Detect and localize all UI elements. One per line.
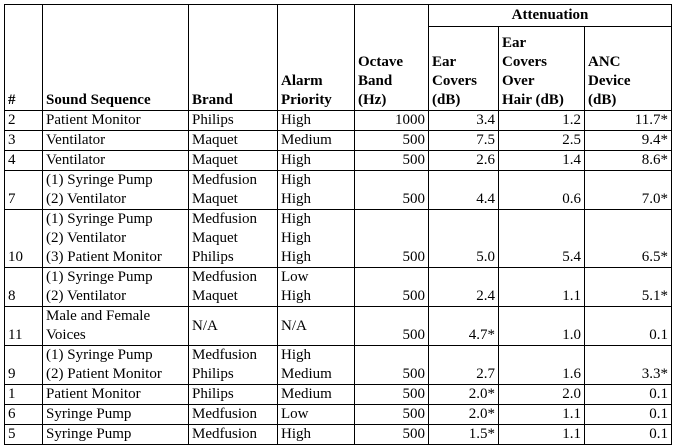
cell-octave-band: 500 xyxy=(355,210,429,268)
cell-sound-sequence-line: Ventilator xyxy=(46,152,106,168)
cell-brand xyxy=(189,151,278,171)
cell-alarm-priority-line: High xyxy=(281,249,311,265)
cell-brand-line: Maquet xyxy=(192,230,238,246)
table-row xyxy=(5,131,672,151)
cell-octave-band: 500 xyxy=(355,268,429,307)
cell-ear-covers: 5.0 xyxy=(429,210,499,268)
cell-sound-sequence-line: Male and Female xyxy=(46,308,151,324)
cell-anc-device: 7.0* xyxy=(585,171,672,210)
cell-alarm-priority xyxy=(278,210,355,268)
cell-sound-sequence-line: Syringe Pump xyxy=(46,426,132,442)
cell-alarm-priority xyxy=(278,385,355,405)
cell-ear-covers: 2.7 xyxy=(429,346,499,385)
cell-sound-sequence xyxy=(43,268,189,307)
cell-num: 5 xyxy=(5,425,43,445)
cell-octave-band: 1000 xyxy=(355,111,429,131)
cell-anc-device: 0.1 xyxy=(585,405,672,425)
cell-num: 7 xyxy=(5,171,43,210)
cell-num: 6 xyxy=(5,405,43,425)
header-anc-device: ANC Device (dB) xyxy=(585,27,672,111)
cell-octave-band: 500 xyxy=(355,131,429,151)
cell-octave-band: 500 xyxy=(355,385,429,405)
cell-ear-covers-over-hair: 0.6 xyxy=(499,171,585,210)
cell-alarm-priority-line: N/A xyxy=(281,317,307,334)
cell-brand-line: Medfusion xyxy=(192,426,257,442)
cell-alarm-priority-line: Medium xyxy=(281,366,332,382)
cell-sound-sequence xyxy=(43,131,189,151)
cell-brand-line: Medfusion xyxy=(192,211,257,227)
cell-num: 2 xyxy=(5,111,43,131)
header-attenuation-group: Attenuation xyxy=(429,5,672,27)
cell-alarm-priority xyxy=(278,307,355,346)
cell-alarm-priority-line: High xyxy=(281,230,311,246)
cell-sound-sequence-line: (1) Syringe Pump xyxy=(46,211,153,227)
cell-num: 4 xyxy=(5,151,43,171)
cell-brand-line: Philips xyxy=(192,366,234,382)
cell-ear-covers: 2.6 xyxy=(429,151,499,171)
cell-brand-line: Medfusion xyxy=(192,347,257,363)
table-body xyxy=(5,111,672,445)
header-sound-sequence: Sound Sequence xyxy=(43,5,189,111)
cell-brand-line: Maquet xyxy=(192,132,238,148)
cell-anc-device: 0.1 xyxy=(585,385,672,405)
header-octave-band: Octave Band (Hz) xyxy=(355,5,429,111)
cell-alarm-priority xyxy=(278,131,355,151)
cell-brand xyxy=(189,385,278,405)
cell-brand-line: Medfusion xyxy=(192,406,257,422)
cell-alarm-priority-line: High xyxy=(281,426,311,442)
table-row xyxy=(5,425,672,445)
cell-brand xyxy=(189,346,278,385)
table-row xyxy=(5,385,672,405)
cell-ear-covers-over-hair: 2.0 xyxy=(499,385,585,405)
cell-ear-covers-over-hair: 5.4 xyxy=(499,210,585,268)
cell-brand-line: Maquet xyxy=(192,191,238,207)
cell-sound-sequence-line: Voices xyxy=(46,327,86,343)
cell-brand-line: Philips xyxy=(192,249,234,265)
cell-brand xyxy=(189,210,278,268)
cell-alarm-priority xyxy=(278,268,355,307)
cell-brand xyxy=(189,171,278,210)
table-row xyxy=(5,307,672,346)
header-brand: Brand xyxy=(189,5,278,111)
attenuation-table xyxy=(4,4,672,445)
header-num: # xyxy=(5,5,43,111)
cell-brand xyxy=(189,131,278,151)
cell-anc-device: 6.5* xyxy=(585,210,672,268)
header-alarm-priority: Alarm Priority xyxy=(278,5,355,111)
cell-anc-device: 8.6* xyxy=(585,151,672,171)
cell-anc-device: 0.1 xyxy=(585,425,672,445)
cell-num: 3 xyxy=(5,131,43,151)
cell-ear-covers: 2.0* xyxy=(429,405,499,425)
table-row xyxy=(5,405,672,425)
cell-alarm-priority-line: Low xyxy=(281,269,309,285)
cell-sound-sequence xyxy=(43,307,189,346)
cell-anc-device: 3.3* xyxy=(585,346,672,385)
cell-sound-sequence xyxy=(43,210,189,268)
cell-sound-sequence-line: Patient Monitor xyxy=(46,112,141,128)
cell-ear-covers: 2.0* xyxy=(429,385,499,405)
table-row xyxy=(5,151,672,171)
cell-num: 1 xyxy=(5,385,43,405)
cell-sound-sequence-line: (1) Syringe Pump xyxy=(46,172,153,188)
cell-brand-line: Philips xyxy=(192,112,234,128)
cell-sound-sequence xyxy=(43,385,189,405)
cell-brand-line: N/A xyxy=(192,317,218,334)
cell-alarm-priority-line: Low xyxy=(281,406,309,422)
cell-alarm-priority xyxy=(278,346,355,385)
cell-num: 8 xyxy=(5,268,43,307)
cell-sound-sequence-line: (2) Ventilator xyxy=(46,191,127,207)
cell-sound-sequence xyxy=(43,425,189,445)
cell-alarm-priority-line: High xyxy=(281,152,311,168)
cell-octave-band: 500 xyxy=(355,307,429,346)
cell-alarm-priority-line: High xyxy=(281,211,311,227)
cell-anc-device: 9.4* xyxy=(585,131,672,151)
cell-sound-sequence-line: (3) Patient Monitor xyxy=(46,249,162,265)
cell-brand xyxy=(189,307,278,346)
cell-ear-covers: 1.5* xyxy=(429,425,499,445)
cell-ear-covers-over-hair: 1.1 xyxy=(499,268,585,307)
cell-brand xyxy=(189,425,278,445)
table-row xyxy=(5,210,672,268)
cell-brand-line: Maquet xyxy=(192,152,238,168)
cell-sound-sequence xyxy=(43,111,189,131)
cell-ear-covers: 7.5 xyxy=(429,131,499,151)
cell-octave-band: 500 xyxy=(355,151,429,171)
cell-sound-sequence-line: (2) Ventilator xyxy=(46,230,127,246)
cell-alarm-priority xyxy=(278,151,355,171)
cell-alarm-priority-line: High xyxy=(281,347,311,363)
attenuation-table-container xyxy=(4,4,672,445)
cell-ear-covers: 3.4 xyxy=(429,111,499,131)
cell-alarm-priority xyxy=(278,111,355,131)
cell-sound-sequence xyxy=(43,405,189,425)
cell-octave-band: 500 xyxy=(355,171,429,210)
cell-brand-line: Philips xyxy=(192,386,234,402)
cell-brand xyxy=(189,405,278,425)
table-row xyxy=(5,171,672,210)
cell-alarm-priority-line: High xyxy=(281,191,311,207)
cell-ear-covers-over-hair: 1.4 xyxy=(499,151,585,171)
cell-num: 10 xyxy=(5,210,43,268)
cell-sound-sequence-line: (2) Patient Monitor xyxy=(46,366,162,382)
cell-num: 9 xyxy=(5,346,43,385)
cell-alarm-priority xyxy=(278,425,355,445)
cell-ear-covers-over-hair: 1.0 xyxy=(499,307,585,346)
cell-sound-sequence-line: (1) Syringe Pump xyxy=(46,269,153,285)
cell-sound-sequence-line: (2) Ventilator xyxy=(46,288,127,304)
cell-ear-covers-over-hair: 1.2 xyxy=(499,111,585,131)
cell-octave-band: 500 xyxy=(355,405,429,425)
cell-ear-covers: 4.4 xyxy=(429,171,499,210)
cell-alarm-priority-line: Medium xyxy=(281,132,332,148)
cell-anc-device: 11.7* xyxy=(585,111,672,131)
table-row xyxy=(5,346,672,385)
cell-alarm-priority xyxy=(278,405,355,425)
cell-sound-sequence-line: Patient Monitor xyxy=(46,386,141,402)
cell-ear-covers: 4.7* xyxy=(429,307,499,346)
cell-anc-device: 5.1* xyxy=(585,268,672,307)
cell-alarm-priority-line: High xyxy=(281,288,311,304)
cell-alarm-priority-line: High xyxy=(281,172,311,188)
cell-ear-covers-over-hair: 1.1 xyxy=(499,405,585,425)
cell-octave-band: 500 xyxy=(355,425,429,445)
cell-brand-line: Medfusion xyxy=(192,172,257,188)
cell-sound-sequence xyxy=(43,171,189,210)
cell-ear-covers-over-hair: 2.5 xyxy=(499,131,585,151)
header-ear-covers-over-hair: Ear Covers Over Hair (dB) xyxy=(499,27,585,111)
cell-sound-sequence-line: Ventilator xyxy=(46,132,106,148)
cell-ear-covers-over-hair: 1.1 xyxy=(499,425,585,445)
cell-ear-covers-over-hair: 1.6 xyxy=(499,346,585,385)
cell-sound-sequence xyxy=(43,346,189,385)
cell-alarm-priority xyxy=(278,171,355,210)
cell-octave-band: 500 xyxy=(355,346,429,385)
header-row-group xyxy=(5,5,672,27)
cell-brand xyxy=(189,268,278,307)
cell-alarm-priority-line: Medium xyxy=(281,386,332,402)
cell-sound-sequence-line: Syringe Pump xyxy=(46,406,132,422)
cell-sound-sequence-line: (1) Syringe Pump xyxy=(46,347,153,363)
cell-brand xyxy=(189,111,278,131)
cell-anc-device: 0.1 xyxy=(585,307,672,346)
cell-num: 11 xyxy=(5,307,43,346)
cell-brand-line: Maquet xyxy=(192,288,238,304)
cell-sound-sequence xyxy=(43,151,189,171)
cell-brand-line: Medfusion xyxy=(192,269,257,285)
cell-alarm-priority-line: High xyxy=(281,112,311,128)
header-ear-covers: Ear Covers (dB) xyxy=(429,27,499,111)
table-row xyxy=(5,111,672,131)
table-row xyxy=(5,268,672,307)
cell-ear-covers: 2.4 xyxy=(429,268,499,307)
